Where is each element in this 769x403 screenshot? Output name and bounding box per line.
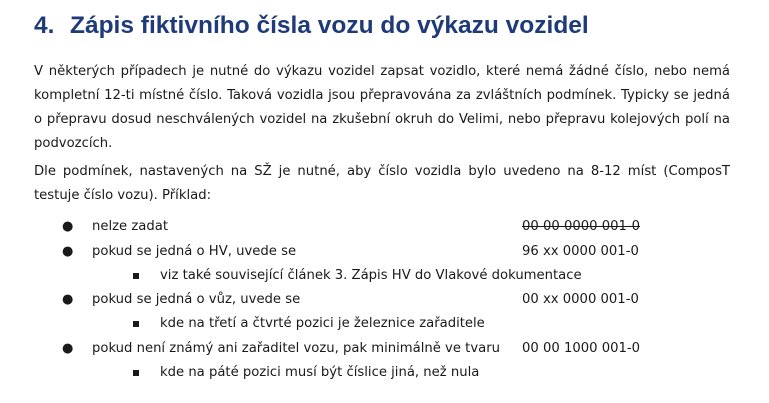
list-item-text: pokud není známý ani zařaditel vozu, pak minimálně ve tvaru [92,341,501,356]
section-number: 4. [34,12,55,39]
section-heading [34,10,589,42]
square-bullet-icon [133,370,139,376]
list-item-text: pokud se jedná o vůz, uvede se [92,292,301,307]
bullet-icon: ● [62,292,74,307]
conditions-paragraph: Dle podmínek, nastavených na SŽ je nutné, aby číslo vozidla bylo uvedeno na 8-12 míst (ComposT testuje číslo vozu). Příklad: [34,164,730,203]
bullet-icon: ● [62,219,74,234]
list-item-code: 00 xx 0000 001-0 [522,292,639,307]
list-item-code: 96 xx 0000 001-0 [522,244,639,259]
list-subitem-text: kde na páté pozici musí být číslice jiná, než nula [160,365,480,380]
bullet-icon: ● [62,341,74,356]
list-item [0,215,769,239]
intro-paragraph: V některých případech je nutné do výkazu vozidel zapsat vozidlo, které nemá žádné číslo, nebo nemá kompletní 12-ti místné číslo. Taková vozidla jsou přepravována za zvláštních podmínek. Typicky se jedná o přepravu dosud neschválených vozidel na zkušební okruh do Velimi, nebo přepravu kolejových polí na podvozcích. [34,64,730,151]
list-subitem-text: kde na třetí a čtvrté pozici je železnice zařaditele [160,316,485,331]
list-item-text: nelze zadat [92,219,168,234]
square-bullet-icon [133,321,139,327]
square-bullet-icon [133,273,139,279]
list-item-text: pokud se jedná o HV, uvede se [92,244,297,259]
list-item [0,240,769,264]
list-subitem [0,264,769,288]
section-title: Zápis fiktivního čísla vozu do výkazu vozidel [70,12,589,39]
list-subitem [0,312,769,336]
list-item-code: 00 00 0000 001-0 [522,219,641,234]
list-item [0,288,769,312]
list-item-code: 00 00 1000 001-0 [522,341,641,356]
list-subitem [0,361,769,385]
bullet-icon: ● [62,244,74,259]
list-item [0,337,769,361]
list-subitem-text: viz také související článek 3. Zápis HV do Vlakové dokumentace [160,268,582,283]
